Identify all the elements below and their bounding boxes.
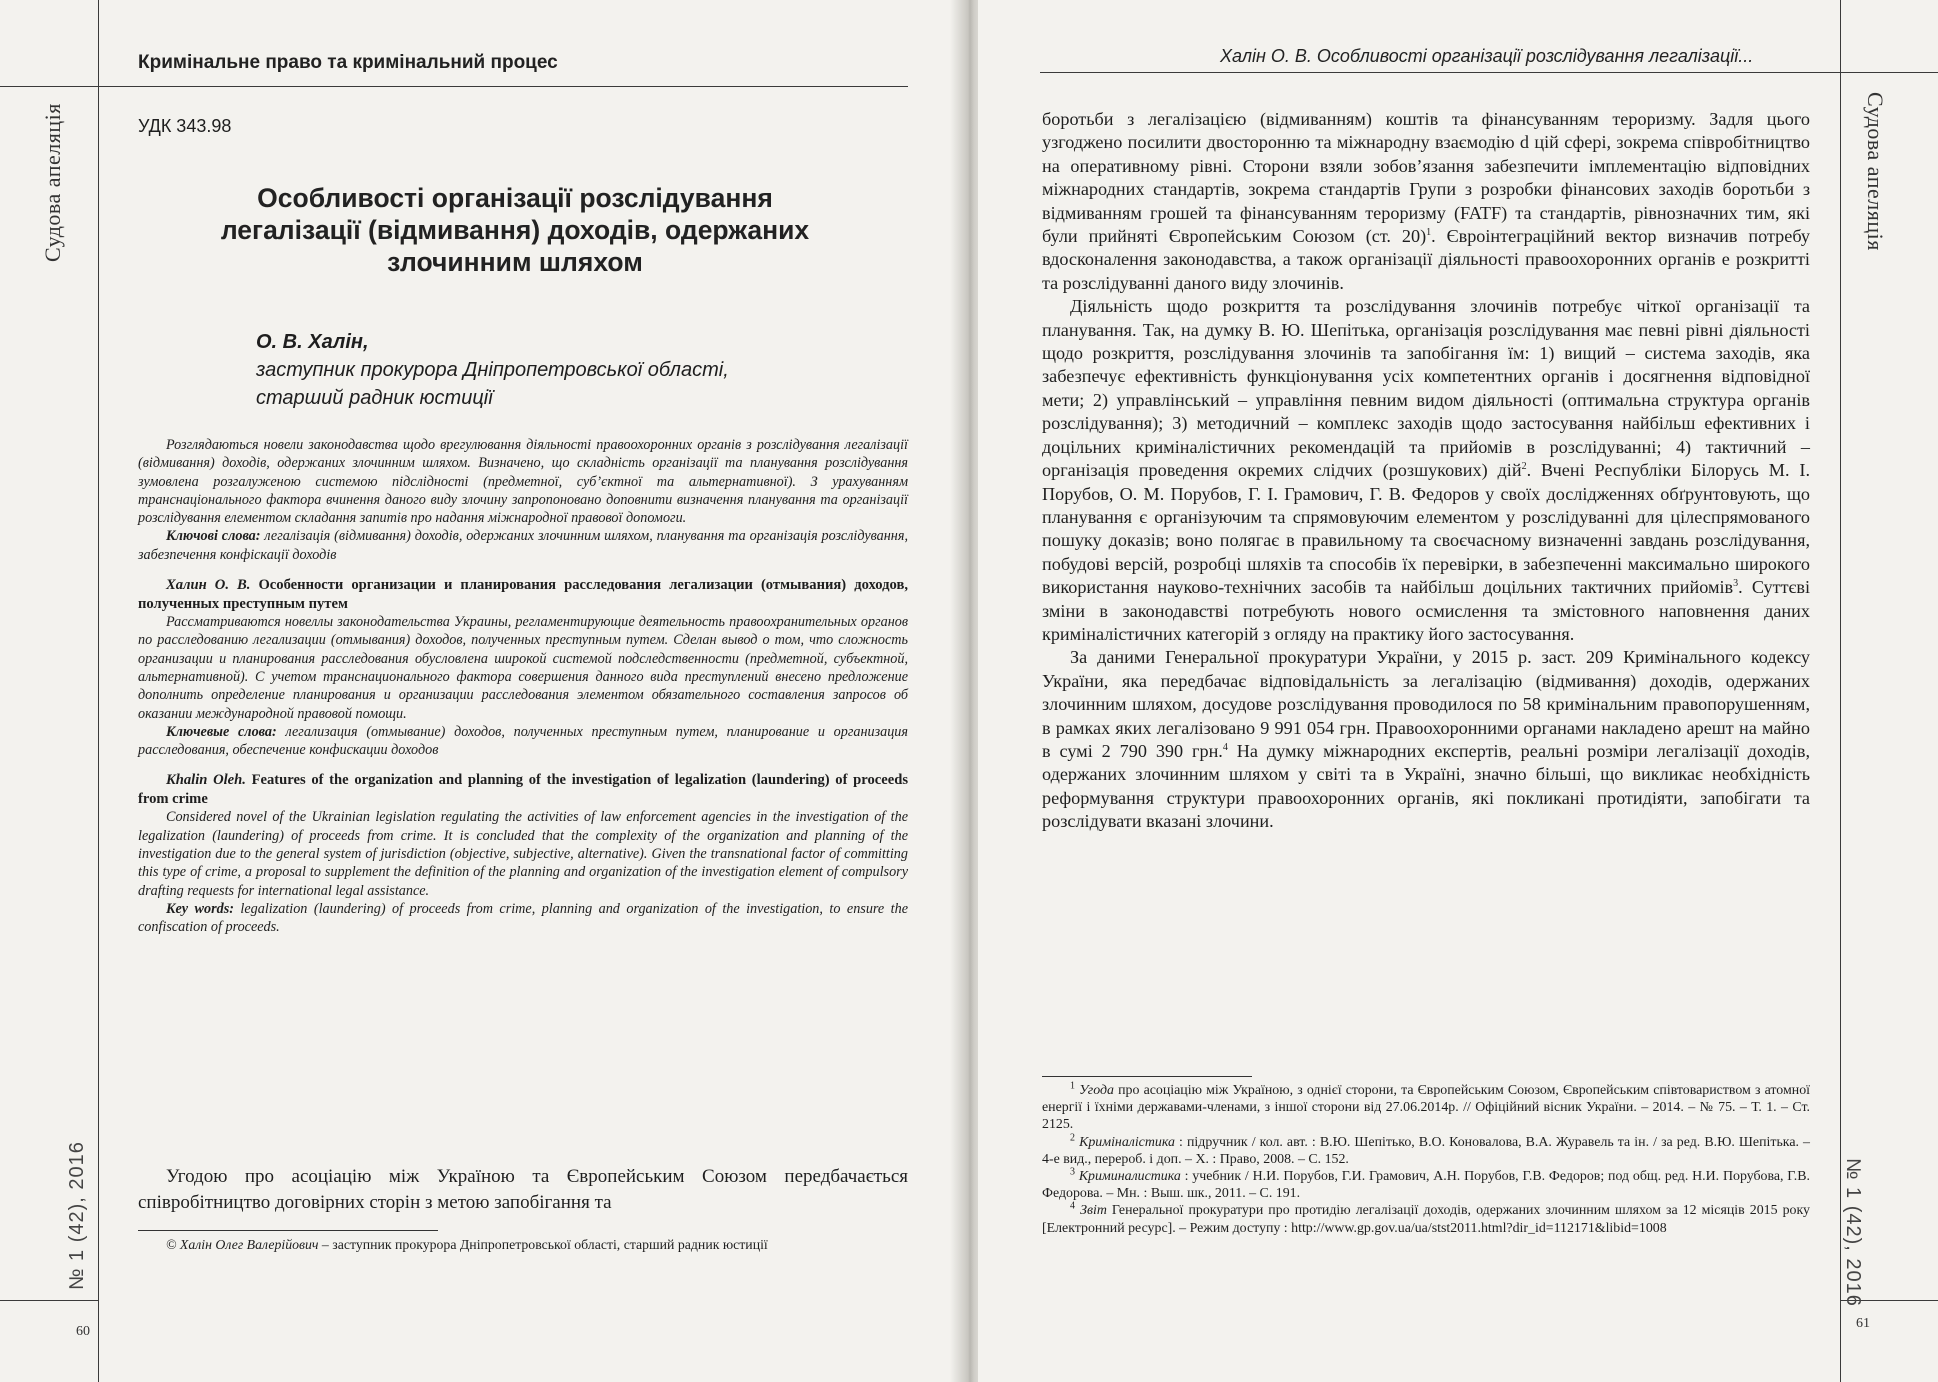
keywords-en bbox=[138, 900, 908, 937]
footnote-label: Криміналістика bbox=[1079, 1134, 1175, 1150]
footnote-text: : учебник / Н.И. Порубов, Г.И. Грамович, А.Н. Порубов, Г.В. Федоров; под общ. ред. Н.И. Порубова, Г.В. Федорова. – Мн. : Выш. шк., 2011. – С. 191. bbox=[1042, 1169, 1810, 1202]
left-margin-rule bbox=[98, 0, 99, 1382]
footnote-number: 1 bbox=[1070, 1080, 1075, 1092]
footnote-rule bbox=[138, 1230, 438, 1231]
abstracts bbox=[138, 436, 908, 937]
footnote-text: : підручник / кол. авт. : В.Ю. Шепітько, В.О. Коновалова, В.А. Журавель та ін. / за ред. В.Ю. Шепітька. – 4-е вид., перероб. і доп. – Х. : Право, 2008. – С. 152. bbox=[1042, 1134, 1810, 1167]
ru-title: Особенности организации и планирования расследования легализации (отмывания) доходов, полученных преступным путем bbox=[138, 577, 908, 612]
side-issue-left: № 1 (42), 2016 bbox=[66, 1141, 88, 1290]
keywords-uk bbox=[138, 527, 908, 564]
title-line: злочинним шляхом bbox=[387, 247, 643, 277]
text-run: боротьби з легалізацією (відмиванням) коштів та фінансуванням тероризму. Задля цього узгоджено посилити двосторонню та міжнародну взаємодію d цій сфері, зокрема співробітництво на оперативному рівні. Сторони взяли зобов’язання забезпечити імплементацію відповідних міжнародних стандартів, зокрема стандартів Групи з розробки фінансових заходів боротьби з відмиванням грошей та фінансуванням тероризму (FATF) та стандартів, рівнозначних тим, які були прийняті Європейським Союзом (ст. 20) bbox=[1042, 109, 1810, 247]
left-bottom-rule bbox=[0, 1300, 98, 1301]
en-heading bbox=[138, 771, 908, 808]
keywords-label: Ключові слова: bbox=[166, 528, 261, 545]
side-issue-right: № 1 (42), 2016 bbox=[1842, 1158, 1864, 1307]
text-run: . Вчені Республіки Білорусь М. І. Порубов, О. М. Порубов, Г. І. Грамович, Г. В. Федоров у своїх дослідженнях обґрунтовують, що планування є організуючим та спрямовуючим елементом у розслідуванні для цілеспрямованого пошуку доказів; воно полягає в правильному та своєчасному визначенні завдань розслідування, побудові версій, розробці шляхів та способів їх перевірки, в забезпеченні максимально широкого використання науково-технічних засобів та найбільш доцільних тактичних прийомів bbox=[1042, 460, 1810, 598]
body-paragraph bbox=[1042, 646, 1810, 833]
footnote-ref: 4 bbox=[1222, 741, 1228, 753]
right-header-rule bbox=[1040, 72, 1938, 73]
author-name: О. В. Халін, bbox=[256, 331, 369, 353]
article-title bbox=[150, 182, 880, 278]
footnote-label: Криминалистика bbox=[1078, 1169, 1181, 1185]
footnote-number: 2 bbox=[1070, 1131, 1075, 1143]
text-run: . Євроінтеграційний вектор визначив потребу вдосконалення законодавства, а також організації діяльності правоохоронних органів е розкритті та розслідуванні даного виду злочинів. bbox=[1042, 226, 1811, 293]
en-author: Khalin Oleh. bbox=[166, 772, 246, 789]
footnotes bbox=[1042, 1082, 1810, 1237]
body-paragraph bbox=[1042, 295, 1810, 646]
keywords-ru bbox=[138, 723, 908, 760]
running-head-right: Халін О. В. Особливості організації розслідування легалізації... bbox=[1220, 46, 1754, 66]
page-number-left: 60 bbox=[76, 1324, 90, 1339]
footnote-label: Угода bbox=[1079, 1083, 1114, 1098]
footnote bbox=[1042, 1082, 1810, 1134]
left-header-rule bbox=[0, 86, 908, 87]
ru-author: Халин О. В. bbox=[166, 577, 251, 594]
abstract-en: Considered novel of the Ukrainian legislation regulating the activities of law enforcement agencies in the investigation of the legalization (laundering) of proceeds from crime. It is concluded that the complexity of the organization and planning of the investigation due to the general system of jurisdiction (objective, subjective, alternative). Given the transnational factor of committing this type of crime, a proposal to supplement the definition of the planning and organization of the investigation element of compulsory drafting requests for international legal assistance. bbox=[138, 809, 908, 899]
footnote bbox=[1042, 1131, 1810, 1168]
keywords-label: Ключевые слова: bbox=[166, 723, 277, 740]
footnote-number: 4 bbox=[1070, 1200, 1075, 1212]
text-run: На думку міжнародних експертів, реальні розміри легалізації доходів, одержаних злочинним шляхом у світі та в Україні, значно більші, що викликає необхідність реформування структури правоохоронних органів, які покликані протидіяти, запобігати та розслідувати вказані злочини. bbox=[1042, 740, 1810, 832]
text-run: Діяльність щодо розкриття та розслідування злочинів потребує чіткої організації та планування. Так, на думку В. Ю. Шепітька, організація розслідування має певні рівні діяльності щодо розкриття, розслідування злочинів та запобігання їм: 1) вищий – система заходів, яка забезпечує ефективність функціонування усіх компетентних органів і досягнення відповідної мети; 2) управлінський – управління певним видом діяльності (оптимальна структура органів розслідування); 3) методичний – комплекс заходів щодо застосування найбільш ефективних і доцільних криміналістичних рекомендацій та прийомів в розслідуванні; 4) тактичний – організація проведення окремих слідчих (розшукових) дій bbox=[1042, 296, 1810, 481]
title-line: Особливості організації розслідування bbox=[257, 183, 773, 213]
author-footnote bbox=[138, 1236, 908, 1253]
footnote-label: Звіт bbox=[1080, 1203, 1107, 1219]
author-position: заступник прокурора Дніпропетровської області, bbox=[256, 359, 729, 381]
footnote bbox=[1042, 1202, 1810, 1236]
keywords-label: Key words: bbox=[166, 900, 234, 917]
right-body bbox=[1042, 108, 1810, 834]
running-head-left: Кримінальне право та кримінальний процес bbox=[138, 52, 558, 73]
page-number-right: 61 bbox=[1856, 1316, 1870, 1331]
keywords-text: легализация (отмывание) доходов, полученных преступным путем, планирование и организация расследования, обеспечение конфискации доходов bbox=[138, 723, 908, 759]
abstract-uk: Розглядаються новели законодавства щодо врегулювання діяльності правоохоронних органів з розслідування легалізації (відмивання) доходів, одержаних злочинним шляхом. Визначено, що складність організації та планування розслідування зумовлена розгалуженою системою підслідності (предметної, суб’єктної та альтернативної). З урахуванням транснаціонального фактора вчинення даного виду злочину запропоновано доповнити визначення планування та організації розслідування елементом складання запитів про надання міжнародної правової допомоги. bbox=[138, 437, 908, 527]
footnote-ref: 2 bbox=[1521, 461, 1527, 473]
footnote-ref: 3 bbox=[1733, 578, 1739, 590]
footnote bbox=[1042, 1168, 1810, 1202]
footnote-ref: 1 bbox=[1426, 226, 1432, 238]
en-title: Features of the organization and planning of the investigation of legalization (laundering) of proceeds from crime bbox=[138, 772, 908, 807]
keywords-text: легалізація (відмивання) доходів, одержаних злочинним шляхом, планування та організація розслідування, забезпечення конфіскації доходів bbox=[138, 528, 908, 563]
footnote-rule bbox=[1042, 1076, 1252, 1077]
footnote-author: © Халін Олег Валерійович – bbox=[166, 1237, 329, 1252]
side-brand-right: Судова апеляція bbox=[1863, 92, 1888, 251]
ru-heading bbox=[138, 576, 908, 613]
side-brand-left: Судова апеляція bbox=[40, 103, 65, 262]
keywords-text: legalization (laundering) of proceeds from crime, planning and organization of the investigation, to ensure the confiscation of proceeds. bbox=[138, 900, 908, 936]
footnote-text: про асоціацію між Україною, з однієї сторони, та Європейським Союзом, Європейським співтовариством з атомної енергії і їхніми державами-членами, з іншої сторони від 27.06.2014р. // Офіційний вісник України. – 2014. – № 75. – Т. 1. – Ст. 2125. bbox=[1042, 1083, 1810, 1133]
abstract-ru: Рассматриваются новеллы законодательства Украины, регламентирующие деятельность правоохранительных органов по расследованию легализации (отмывания) доходов, полученных преступным путем. Сделан вывод о том, что сложность организации и планирования расследования обусловлена широкой системой подследственности (предметной, субъектной, альтернативной). С учетом транснационального фактора совершения данного вида преступлений внесено предложение дополнить определение планирования и организации расследования элементом обязательного составления запросов об оказании международной правовой помощи. bbox=[138, 614, 908, 722]
footnote-text: Генеральної прокуратури про протидію легалізації доходів, одержаних злочинним шляхом за 12 місяців 2015 року [Електронний ресурс]. – Режим доступу : http://www.gp.gov.ua/ua/stst2011.html?dir_id=112171&libid=1008 bbox=[1042, 1203, 1810, 1236]
author-rank: старший радник юстиції bbox=[256, 387, 493, 409]
footnote-text: заступник прокурора Дніпропетровської області, старший радник юстиції bbox=[328, 1237, 768, 1252]
body-paragraph: Угодою про асоціацію між Україною та Європейським Союзом передбачається співробітництво договірних сторін з метою запобігання та bbox=[138, 1166, 908, 1213]
text-run: За даними Генеральної прокуратури України, у 2015 р. заст. 209 Кримінального кодексу України, яка передбачає відповідальність за легалізацію (відмивання) доходів, одержаних злочинним шляхом, досудове розслідування проводилося по 58 кримінальним правопорушенням, в рамках яких легалізовано 9 991 054 грн. Правоохоронними органами накладено арешт на майно в сумі 2 790 390 грн. bbox=[1042, 647, 1810, 761]
footnote-number: 3 bbox=[1070, 1166, 1075, 1178]
text-run: . Суттєві зміни в законодавстві потребують нового осмислення та змістовного наповнення даних криміналістичних категорій з огляду на практику його застосування. bbox=[1042, 577, 1810, 644]
left-page bbox=[0, 0, 968, 1382]
author-block bbox=[256, 328, 816, 412]
body-paragraph bbox=[1042, 108, 1810, 295]
title-line: легалізації (відмивання) доходів, одержаних bbox=[220, 215, 810, 245]
udk-code: УДК 343.98 bbox=[138, 116, 232, 136]
